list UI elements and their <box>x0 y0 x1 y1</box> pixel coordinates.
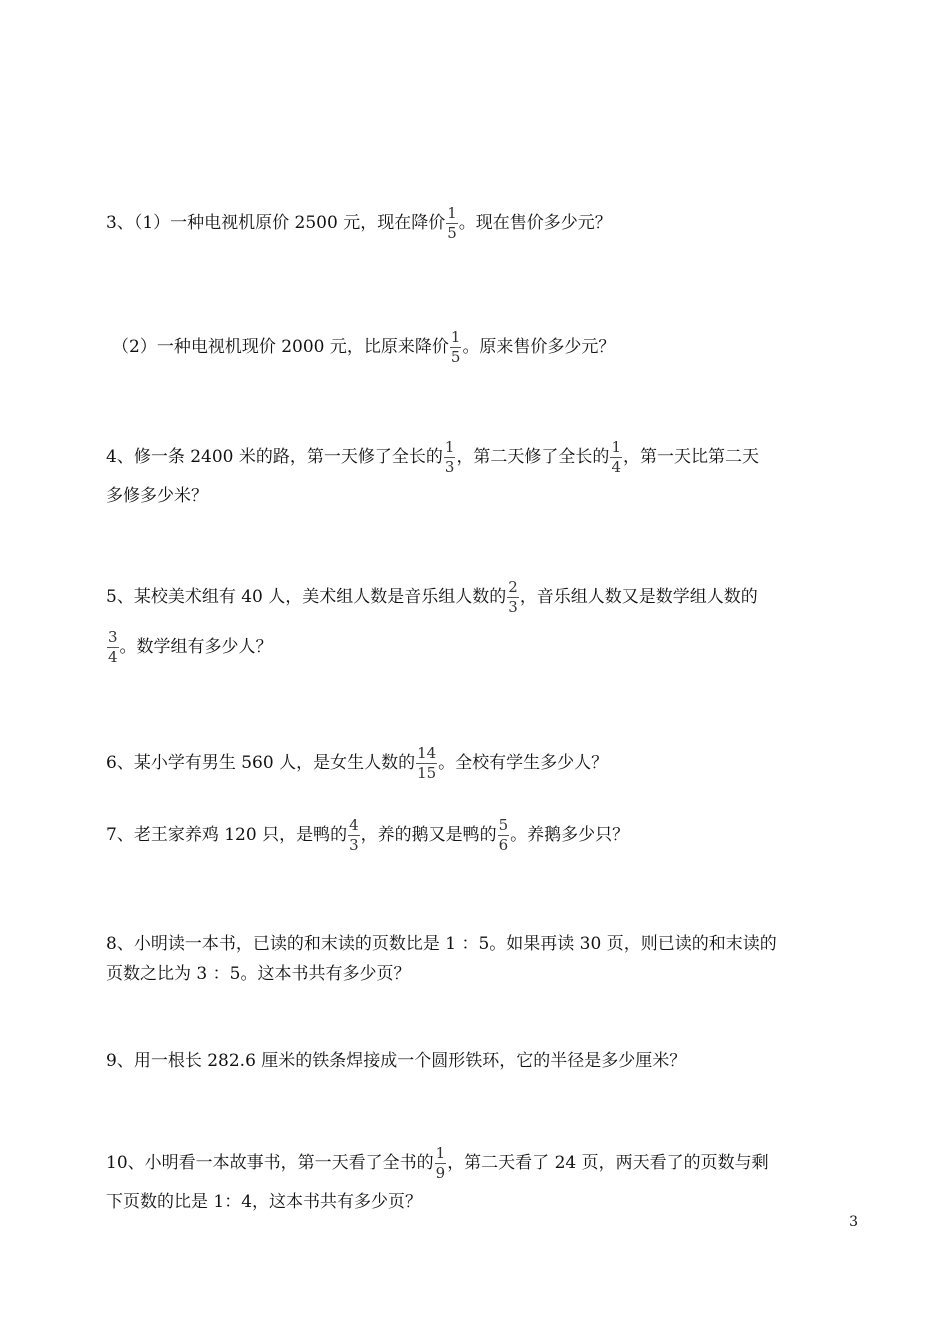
problem-4-line-2: 多修多少米？ <box>106 486 208 506</box>
problem-text: （2）一种电视机现价 2000 元，比原来降价 <box>112 337 449 357</box>
problem-7 <box>106 818 629 853</box>
fraction: $\frac{1}{4}$ <box>611 438 621 476</box>
problem-8-line-1: 8、小明读一本书，已读的和末读的页数比是 1 ：5。如果再读 30 页，则已读的和末读的 <box>106 934 777 954</box>
problem-text: 6、某小学有男生 560 人，是女生人数的 <box>106 753 416 773</box>
problem-text: ，第二天修了全长的 <box>456 447 610 467</box>
problem-text: 。全校有学生多少人？ <box>438 753 609 773</box>
fraction: $\frac{1}{5}$ <box>450 328 461 366</box>
problem-text: 3、（1）一种电视机原价 2500 元，现在降价 <box>106 213 446 233</box>
problem-text: ，音乐组人数又是数学组人数的 <box>519 587 758 607</box>
page-number: 3 <box>849 1214 858 1230</box>
fraction: $\frac{4}{3}$ <box>349 816 359 854</box>
fraction: $\frac{14}{15}$ <box>417 744 437 782</box>
problem-text: 。现在售价多少元？ <box>458 213 612 233</box>
fraction: $\frac{3}{4}$ <box>108 628 118 666</box>
problem-5-line-1 <box>106 580 758 615</box>
problem-text: 4、修一条 2400 米的路，第一天修了全长的 <box>106 447 443 467</box>
problem-text: 5、某校美术组有 40 人，美术组人数是音乐组人数的 <box>106 587 507 607</box>
problem-4-line-1 <box>106 440 759 475</box>
problem-text: 。养鹅多少只？ <box>510 825 630 845</box>
problem-6 <box>106 746 608 781</box>
problem-text: 10、小明看一本故事书，第一天看了全书的 <box>106 1153 434 1173</box>
problem-5-line-2 <box>106 630 273 665</box>
problem-3-part-2 <box>112 330 615 365</box>
fraction: $\frac{1}{5}$ <box>447 204 457 242</box>
problem-text: 。原来售价多少元？ <box>462 337 616 357</box>
problem-text: 7、老王家养鸡 120 只，是鸭的 <box>106 825 348 845</box>
problem-text: ，养的鹅又是鸭的 <box>360 825 497 845</box>
fraction: $\frac{1}{9}$ <box>435 1144 446 1182</box>
problem-9: 9、用一根长 282.6 厘米的铁条焊接成一个圆形铁环，它的半径是多少厘米？ <box>106 1051 687 1071</box>
problem-text: ，第一天比第二天 <box>622 447 759 467</box>
problem-8-line-2: 页数之比为 3 ：5。这本书共有多少页？ <box>106 964 411 984</box>
problem-3-part-1 <box>106 206 612 241</box>
fraction: $\frac{2}{3}$ <box>508 578 518 616</box>
problem-text: 。数学组有多少人？ <box>119 637 273 657</box>
problem-text: ，第二天看了 24 页，两天看了的页数与剩 <box>447 1153 769 1173</box>
fraction: $\frac{1}{3}$ <box>444 438 455 476</box>
fraction: $\frac{5}{6}$ <box>498 816 509 854</box>
problem-10-line-1 <box>106 1146 769 1181</box>
problem-10-line-2: 下页数的比是 1：4，这本书共有多少页？ <box>106 1192 423 1212</box>
